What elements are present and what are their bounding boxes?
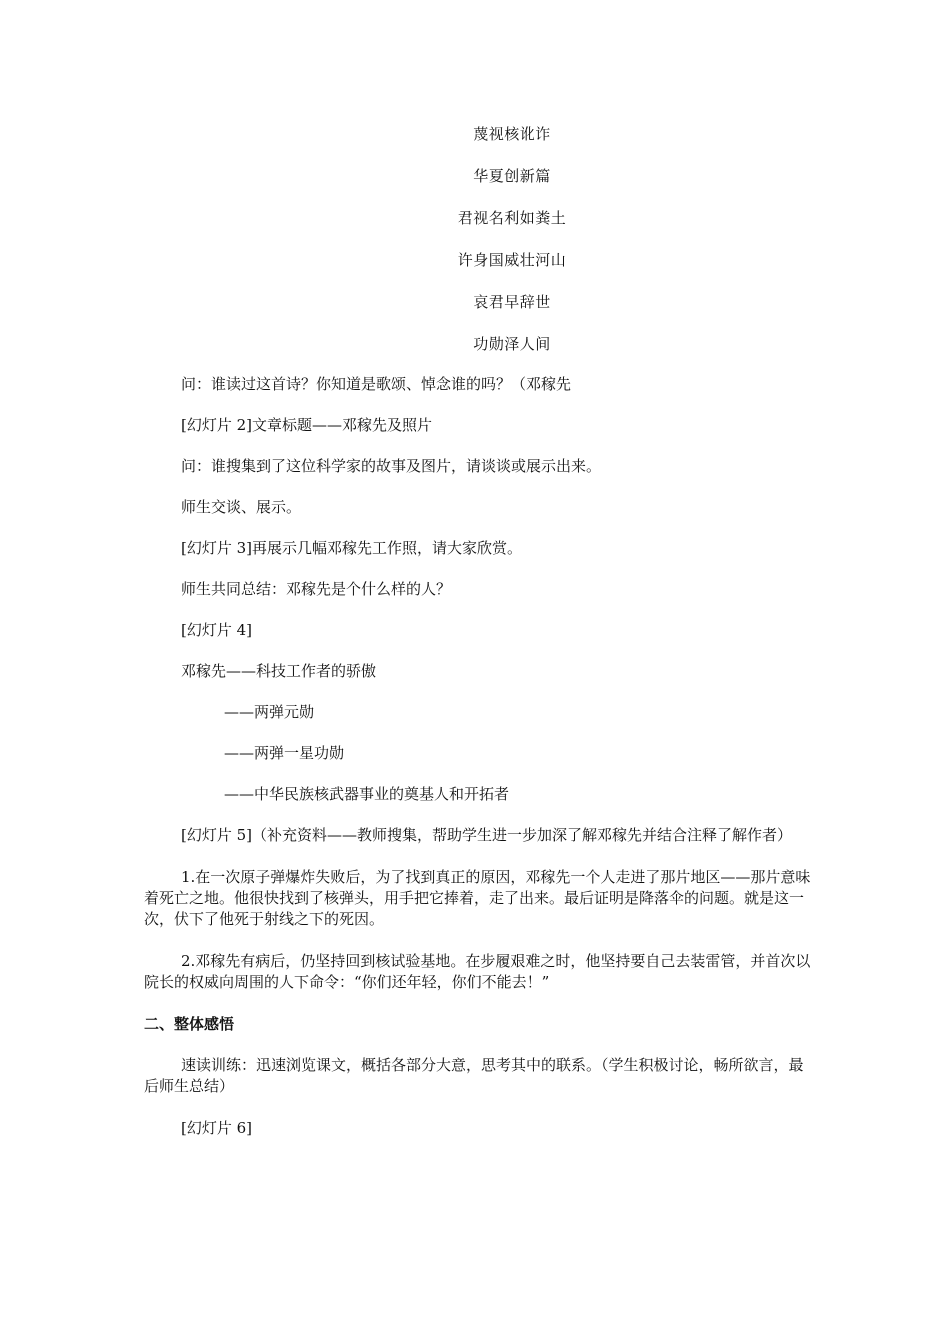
slide-3-note: [幻灯片 3]再展示几幅邓稼先工作照，请大家欣赏。 (181, 539, 523, 557)
document-body (144, 374, 814, 1159)
question-paragraph: 问：谁搜集到了这位科学家的故事及图片，请谈谈或展示出来。 (181, 457, 602, 475)
exchange-paragraph: 师生交谈、展示。 (181, 498, 302, 516)
summary-paragraph: 师生共同总结：邓稼先是个什么样的人？ (181, 580, 452, 598)
poem-line: 哀君早辞世 (473, 293, 551, 311)
slide-6-note: [幻灯片 6] (181, 1119, 253, 1137)
slide-5-note: [幻灯片 5]（补充资料——教师搜集，帮助学生进一步加深了解邓稼先并结合注释了解作者） (181, 826, 793, 844)
poem-block (0, 124, 950, 376)
deng-title-line: 邓稼先——科技工作者的骄傲 (181, 662, 377, 680)
question-paragraph: 问：谁读过这首诗？你知道是歌颂、悼念谁的吗？（邓稼先 (181, 375, 572, 393)
honor-line: ——两弹一星功勋 (224, 744, 345, 762)
reading-exercise-paragraph: 速读训练：迅速浏览课文，概括各部分大意，思考其中的联系。（学生积极讨论，畅所欲言，最后师生总结） (144, 1056, 804, 1095)
story-item-2: 2.邓稼先有病后，仍坚持回到核试验基地。在步履艰难之时，他坚持要自己去装雷管，并首次以院长的权威向周围的人下命令：“你们还年轻，你们不能去！” (144, 952, 811, 991)
honor-line: ——中华民族核武器事业的奠基人和开拓者 (224, 785, 510, 803)
slide-2-note: [幻灯片 2]文章标题——邓稼先及照片 (181, 416, 433, 434)
section-heading: 二、整体感悟 (144, 1015, 235, 1033)
slide-4-note: [幻灯片 4] (181, 621, 253, 639)
poem-line: 华夏创新篇 (473, 167, 551, 185)
poem-line: 功勋泽人间 (473, 335, 551, 353)
story-item-1: 1.在一次原子弹爆炸失败后，为了找到真正的原因，邓稼先一个人走进了那片地区——那片意味着死亡之地。他很快找到了核弹头，用手把它捧着，走了出来。最后证明是降落伞的问题。就是这一次，伏下了他死于射线之下的死因。 (144, 868, 811, 928)
honor-line: ——两弹元勋 (224, 703, 315, 721)
poem-line: 君视名利如粪土 (457, 209, 567, 227)
poem-line: 许身国威壮河山 (457, 251, 567, 269)
poem-line: 蔑视核讹诈 (473, 125, 551, 143)
